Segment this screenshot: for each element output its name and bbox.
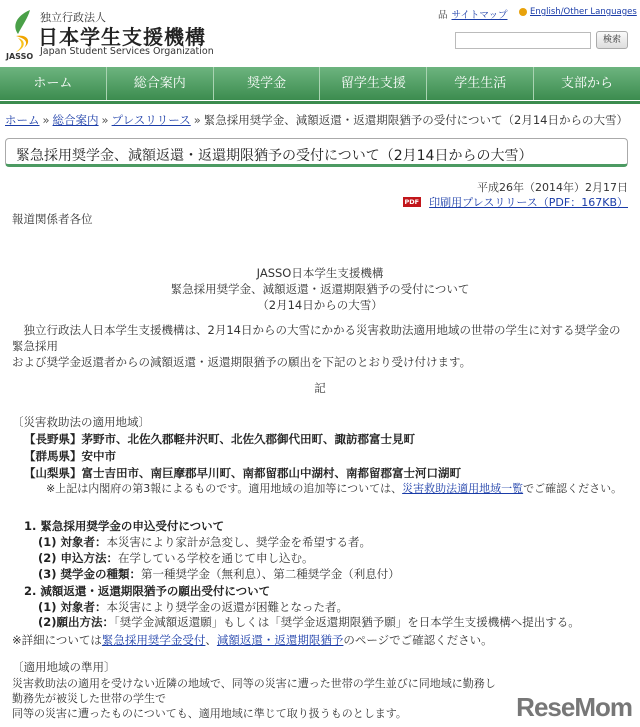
reduction-deferral-link[interactable]: 減額返還・返還期限猶予 [216, 633, 344, 647]
nav-scholarship[interactable]: 奨学金 [214, 67, 321, 100]
item-label: (2)願出方法： [38, 615, 115, 629]
list-title: 1. 緊急採用奨学金の申込受付について [24, 519, 225, 533]
breadcrumb-sep: » [42, 113, 50, 127]
intro-text: 独立行政法人日本学生支援機構は、2月14日からの大雪にかかる災害救助法適用地域の世帯の学生に対する奨学金の緊急採用 [12, 323, 621, 353]
breadcrumb-sep: » [101, 113, 109, 127]
sitemap-icon: 品 [438, 10, 448, 21]
intro-paragraph [12, 322, 628, 370]
area-line: 【山梨県】富士吉田市、南巨摩郡早川町、南都留郡山中湖村、南都留郡富士河口湖町 [24, 466, 461, 480]
item-label: (1) 対象者： [38, 600, 107, 614]
page-title: 緊急採用奨学金、減額返還・返還期限猶予の受付について（2月14日からの大雪） [5, 138, 628, 167]
logo-text: JASSO [6, 52, 34, 61]
org-type: 独立行政法人 [40, 11, 106, 24]
detail-note [12, 632, 493, 648]
english-label[interactable]: English/Other Languages [530, 7, 637, 17]
heading-line: （2月14日からの大雪） [257, 298, 383, 312]
arrow-circle-icon [519, 8, 527, 16]
nav-divider [0, 101, 640, 104]
sitemap-label[interactable]: サイトマップ [451, 10, 508, 21]
intro-text: および奨学金返還者からの減額返還・返還期限猶予の願出を下記のとおり受け付けます。 [12, 355, 472, 369]
item-text: 本災害により奨学金の返還が困難となった者。 [106, 600, 349, 614]
ki-mark: 記 [314, 381, 326, 395]
apply-heading: 〔適用地域の準用〕 [12, 660, 116, 674]
list-item [38, 550, 314, 566]
pdf-link[interactable]: 印刷用プレスリリース（PDF：167KB） [429, 196, 628, 209]
list-item [38, 599, 348, 615]
breadcrumb-home[interactable]: ホーム [5, 113, 40, 127]
search-input[interactable] [455, 32, 591, 49]
breadcrumb-press[interactable]: プレスリリース [111, 113, 191, 127]
search-button[interactable]: 検索 [596, 31, 628, 49]
nav-home[interactable]: ホーム [0, 67, 107, 100]
pdf-icon: PDF [404, 198, 420, 206]
list-item [38, 614, 580, 630]
item-text: 「奨学金減額返還願」もしくは「奨学金返還期限猶予願」を日本学生支援機構へ提出する。 [114, 615, 580, 629]
emergency-scholarship-link[interactable]: 緊急採用奨学金受付 [101, 633, 206, 647]
area-list-link[interactable]: 災害救助法適用地域一覧 [402, 482, 524, 495]
breadcrumb-sep: » [193, 113, 201, 127]
note-text: ※上記は内閣府の第3報によるものです。適用地域の追加等については、 [46, 482, 403, 495]
jasso-logo-icon [8, 8, 38, 58]
item-label: (3) 奨学金の種類： [38, 567, 142, 581]
org-name[interactable]: 日本学生支援機構 [38, 25, 206, 49]
item-label: (2) 申込方法： [38, 551, 119, 565]
english-link[interactable] [519, 7, 637, 17]
note-text: でご確認ください。 [523, 482, 623, 495]
sitemap-link[interactable] [438, 7, 507, 21]
area-line: 【群馬県】安中市 [24, 449, 116, 463]
pdf-download[interactable] [403, 194, 628, 210]
breadcrumb-about[interactable]: 総合案内 [52, 113, 99, 127]
item-text: 在学している学校を通じて申し込む。 [118, 551, 314, 565]
areas-note [46, 482, 630, 496]
area-line: 【長野県】茅野市、北佐久郡軽井沢町、北佐久郡御代田町、諏訪郡富士見町 [24, 432, 415, 446]
apply-text: 災害救助法の適用を受けない近隣の地域で、同等の災害に遭った世帯の学生並びに同地域に勤務し勤務先が被災した世帯の学生で [12, 677, 496, 705]
note-text: ※詳細については [12, 633, 102, 647]
note-text: 、 [205, 633, 217, 647]
main-nav [0, 67, 640, 100]
nav-about[interactable]: 総合案内 [107, 67, 214, 100]
org-name-en: Japan Student Services Organization [40, 46, 214, 57]
breadcrumb [5, 112, 628, 128]
item-label: (1) 対象者： [38, 535, 107, 549]
nav-branches[interactable]: 支部から [561, 76, 614, 91]
note-text: のページでご確認ください。 [343, 633, 493, 647]
apply-paragraph [12, 676, 502, 721]
item-text: 第一種奨学金（無利息）、第二種奨学金（利息付） [141, 567, 400, 581]
list-title: 2. 減額返還・返還期限猶予の願出受付について [24, 584, 271, 598]
areas-heading: 〔災害救助法の適用地域〕 [12, 415, 150, 429]
addressee: 報道関係者各位 [12, 212, 93, 226]
list-item [38, 566, 400, 582]
item-text: 本災害により家計が急変し、奨学金を希望する者。 [106, 535, 372, 549]
heading-line: 緊急採用奨学金、減額返還・返還期限猶予の受付について [170, 282, 470, 296]
breadcrumb-current: 緊急採用奨学金、減額返還・返還期限猶予の受付について（2月14日からの大雪） [203, 113, 628, 127]
nav-international[interactable]: 留学生支援 [320, 67, 427, 100]
apply-text: 同等の災害に遭ったものについても、適用地域に準じて取り扱うものとします。 [12, 707, 407, 720]
release-date: 平成26年（2014年）2月17日 [477, 181, 628, 194]
heading-line: JASSO日本学生支援機構 [256, 266, 384, 280]
resemom-watermark: ReseMom [516, 692, 632, 722]
nav-student-life[interactable]: 学生生活 [427, 67, 534, 100]
list-item [38, 534, 371, 550]
